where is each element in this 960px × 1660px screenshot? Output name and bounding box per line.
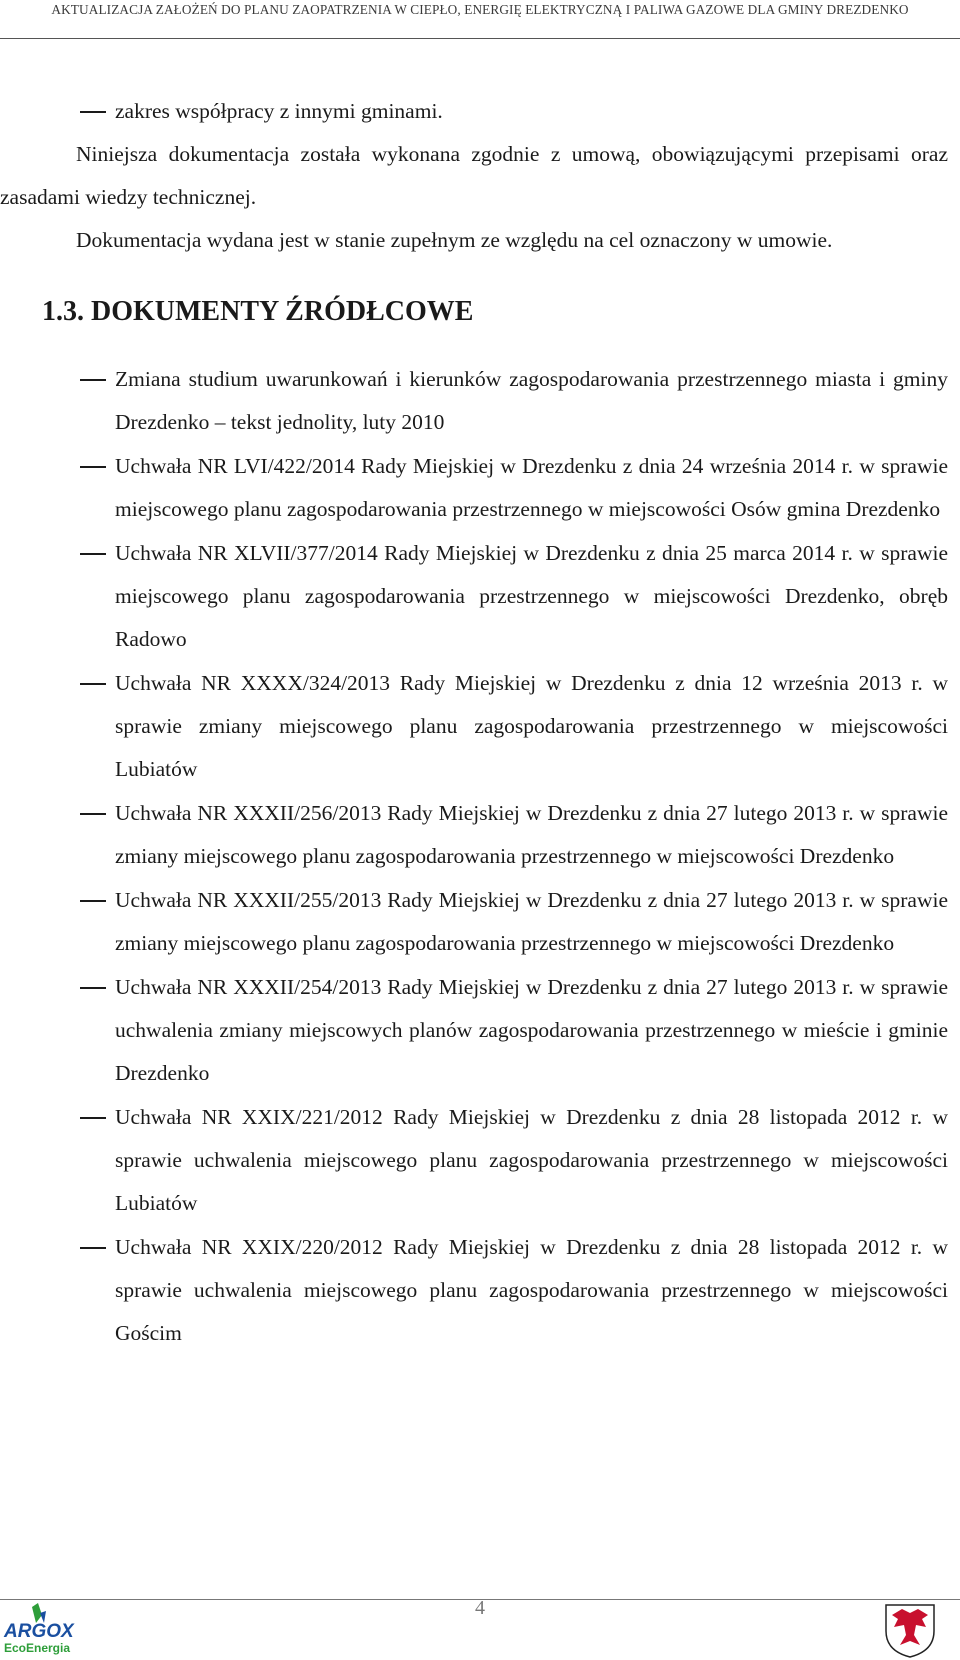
list-item-text: Zmiana studium uwarunkowań i kierunków zagospodarowania przestrzennego miasta i gminy Drezdenko – tekst jednolity, luty 2010 [115,367,948,434]
dash-bullet [80,1117,106,1119]
dash-bullet [80,466,106,468]
list-item [0,966,960,1095]
list-item [0,532,960,661]
intro-paragraph-2: Dokumentacja wydana jest w stanie zupełnym ze względu na cel oznaczony w umowie. [76,228,833,252]
dash-bullet [80,553,106,555]
section-heading: 1.3. DOKUMENTY ŹRÓDŁCOWE [42,296,474,327]
argox-logo [2,1601,92,1659]
dash-bullet [80,379,106,381]
dash-bullet [80,111,106,113]
dash-bullet [80,1247,106,1249]
list-item [0,662,960,791]
dash-bullet [80,900,106,902]
list-item-text: Uchwała NR LVI/422/2014 Rady Miejskiej w Drezdenku z dnia 24 września 2014 r. w sprawie miejscowego planu zagospodarowania przestrzennego w miejscowości Osów gmina Drezdenko [115,454,948,521]
page-header [0,0,960,39]
dash-bullet [80,987,106,989]
intro-bullet [0,90,960,133]
list-item-text: Uchwała NR XXXII/254/2013 Rady Miejskiej w Drezdenku z dnia 27 lutego 2013 r. w sprawie uchwalenia zmiany miejscowych planów zagospodarowania przestrzennego w mieście i gminie Drezdenko [115,975,948,1085]
list-item-text: Uchwała NR XXIX/221/2012 Rady Miejskiej w Drezdenku z dnia 28 listopada 2012 r. w sprawie uchwalenia miejscowego planu zagospodarowania przestrzennego w miejscowości Lubiatów [115,1105,948,1215]
dash-bullet [80,813,106,815]
list-item [0,879,960,965]
header-title: AKTUALIZACJA ZAŁOŻEŃ DO PLANU ZAOPATRZENIA W CIEPŁO, ENERGIĘ ELEKTRYCZNĄ I PALIWA GAZOWE DLA GMINY DREZDENKO [51,2,909,17]
page-content [0,90,960,1356]
list-item [0,792,960,878]
list-item-text: Uchwała NR XLVII/377/2014 Rady Miejskiej w Drezdenku z dnia 25 marca 2014 r. w sprawie miejscowego planu zagospodarowania przestrzennego w miejscowości Drezdenko, obręb Radowo [115,541,948,651]
svg-text:ARGOX: ARGOX [4,1621,74,1642]
list-item [0,1226,960,1355]
list-item-text: Uchwała NR XXXX/324/2013 Rady Miejskiej w Drezdenku z dnia 12 września 2013 r. w sprawie zmiany miejscowego planu zagospodarowania przestrzennego w miejscowości Lubiatów [115,671,948,781]
list-item-text: Uchwała NR XXIX/220/2012 Rady Miejskiej w Drezdenku z dnia 28 listopada 2012 r. w sprawie uchwalenia miejscowego planu zagospodarowania przestrzennego w miejscowości Gościm [115,1235,948,1345]
coat-of-arms [880,1601,940,1659]
list-item-text: Uchwała NR XXXII/256/2013 Rady Miejskiej w Drezdenku z dnia 27 lutego 2013 r. w sprawie zmiany miejscowego planu zagospodarowania przestrzennego w miejscowości Drezdenko [115,801,948,868]
source-documents-list [0,358,960,1355]
list-item [0,1096,960,1225]
svg-text:EcoEnergia: EcoEnergia [4,1641,71,1655]
list-item [0,358,960,444]
list-item-text: Uchwała NR XXXII/255/2013 Rady Miejskiej w Drezdenku z dnia 27 lutego 2013 r. w sprawie zmiany miejscowego planu zagospodarowania przestrzennego w miejscowości Drezdenko [115,888,948,955]
intro-paragraph-1: Niniejsza dokumentacja została wykonana zgodnie z umową, obowiązującymi przepisami oraz zasadami wiedzy technicznej. [0,142,948,209]
dash-bullet [80,683,106,685]
intro-bullet-text: zakres współpracy z innymi gminami. [115,99,443,123]
page-number: 4 [475,1597,485,1619]
list-item [0,445,960,531]
